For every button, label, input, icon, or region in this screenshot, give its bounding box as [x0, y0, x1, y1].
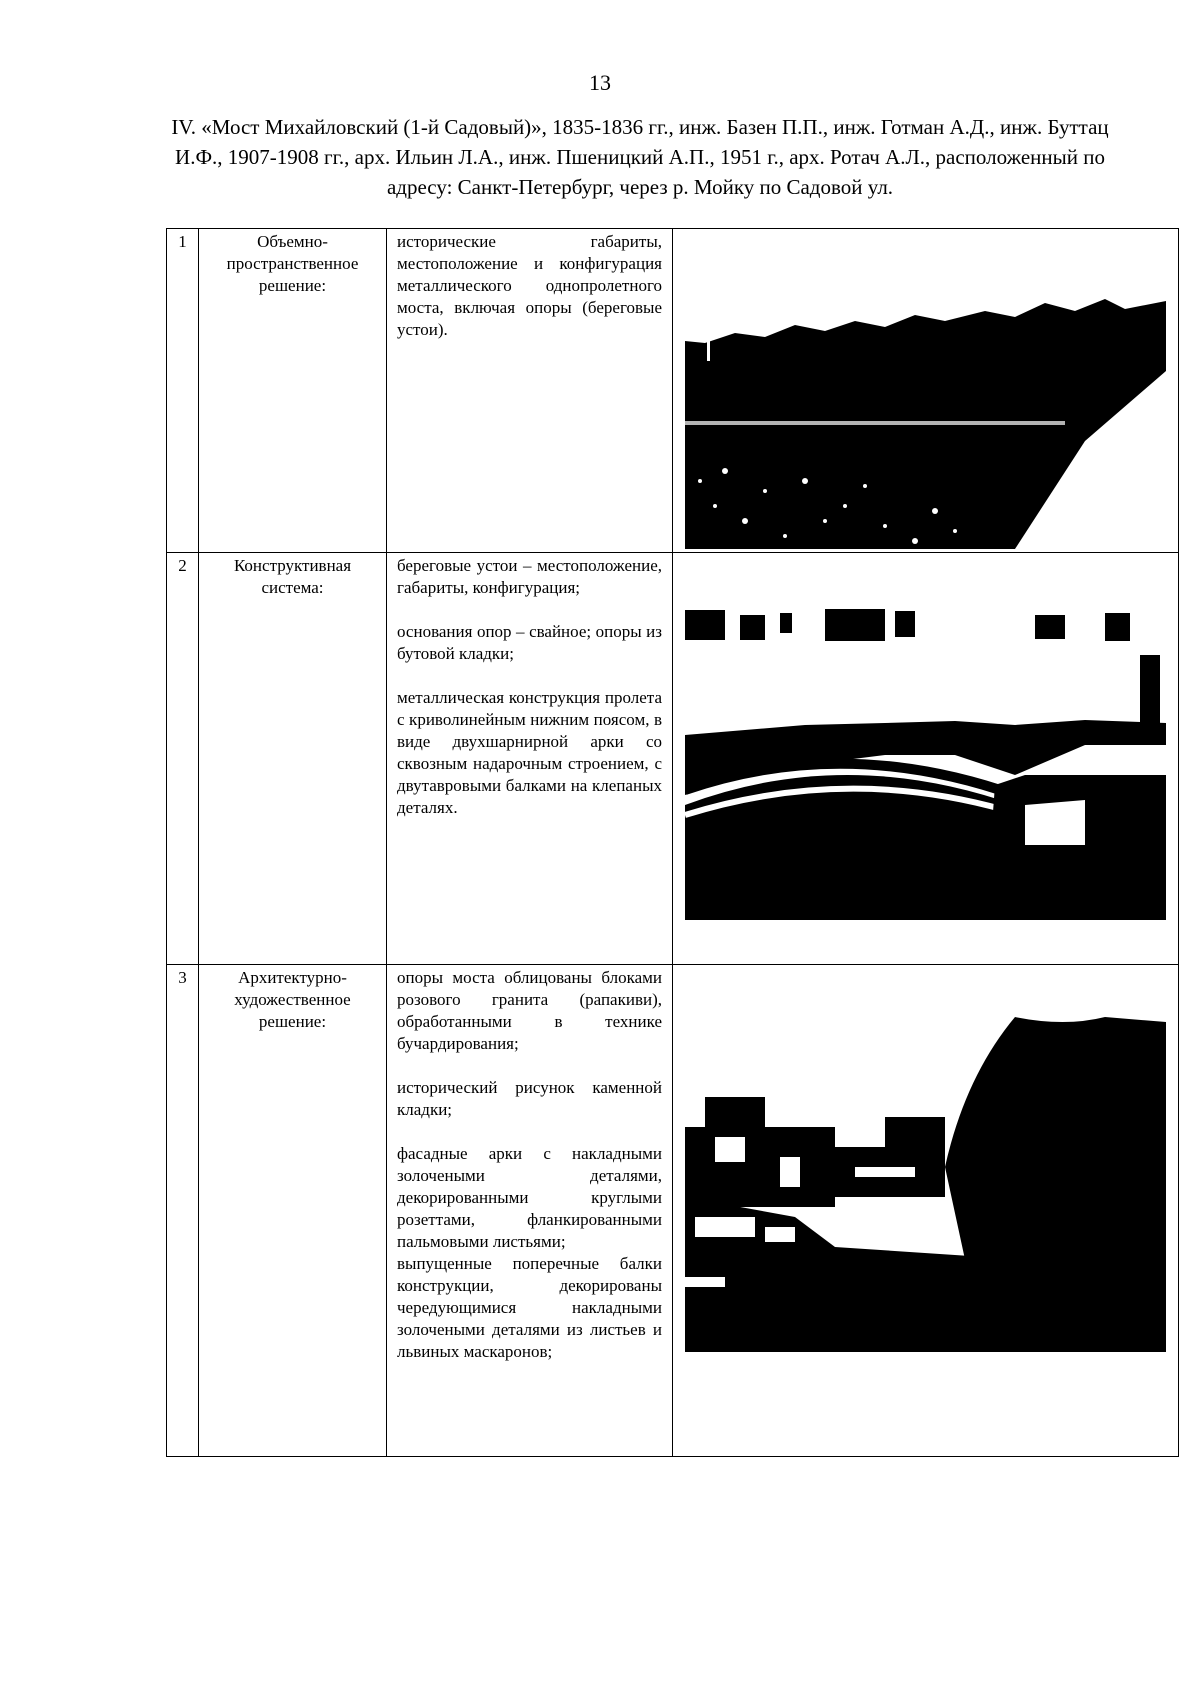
bridge-river-view-photo — [685, 281, 1166, 549]
table-row — [167, 229, 1179, 553]
page-number: 13 — [589, 70, 611, 95]
row-description — [387, 229, 673, 553]
bridge-embankment-photo — [685, 1017, 1166, 1352]
photo-cell — [673, 229, 1179, 553]
protection-subject-table — [166, 228, 1179, 1457]
description-paragraph: выпущенные поперечные балки конструкции, декорированы чередующимися накладными золочеными деталями из листьев и львиных маскаронов; — [397, 1254, 662, 1361]
document-heading: IV. «Мост Михайловский (1-й Садовый)», 1835-1836 гг., инж. Базен П.П., инж. Готман А.Д., инж. Буттац И.Ф., 1907-1908 гг., арх. Ильин Л.А., инж. Пшеницкий А.П., 1951 г., арх. Ротач А.Л., расположенный по адресу: Санкт-Петербург, через р. Мойку по Садовой ул. — [171, 115, 1109, 199]
photo-cell — [673, 965, 1179, 1457]
table-row — [167, 965, 1179, 1457]
row-category: Объемно-пространственное решение: — [199, 229, 387, 553]
description-paragraph: фасадные арки с накладными золочеными деталями, декорированными круглыми розеттами, фланкированными пальмовыми листьями; — [397, 1144, 662, 1251]
row-description — [387, 965, 673, 1457]
row-category: Архитектурно-художественное решение: — [199, 965, 387, 1457]
description-paragraph: исторические габариты, местоположение и конфигурация металлического однопролетного моста, включая опоры (береговые устои). — [397, 232, 662, 339]
row-category: Конструктивная система: — [199, 553, 387, 965]
description-paragraph: металлическая конструкция пролета с криволинейным нижним поясом, в виде двухшарнирной арки со сквозным надарочным строением, с двутавровыми балками на клепаных деталях. — [397, 688, 662, 817]
photo-cell — [673, 553, 1179, 965]
description-paragraph: опоры моста облицованы блоками розового гранита (рапакиви), обработанными в технике бучардирования; — [397, 968, 662, 1053]
bridge-arch-photo — [685, 605, 1166, 920]
row-number: 3 — [167, 965, 199, 1457]
row-description — [387, 553, 673, 965]
row-number: 2 — [167, 553, 199, 965]
table-row — [167, 553, 1179, 965]
row-number: 1 — [167, 229, 199, 553]
description-paragraph: исторический рисунок каменной кладки; — [397, 1078, 662, 1119]
description-paragraph: основания опор – свайное; опоры из бутовой кладки; — [397, 622, 662, 663]
description-paragraph: береговые устои – местоположение, габариты, конфигурация; — [397, 556, 662, 597]
